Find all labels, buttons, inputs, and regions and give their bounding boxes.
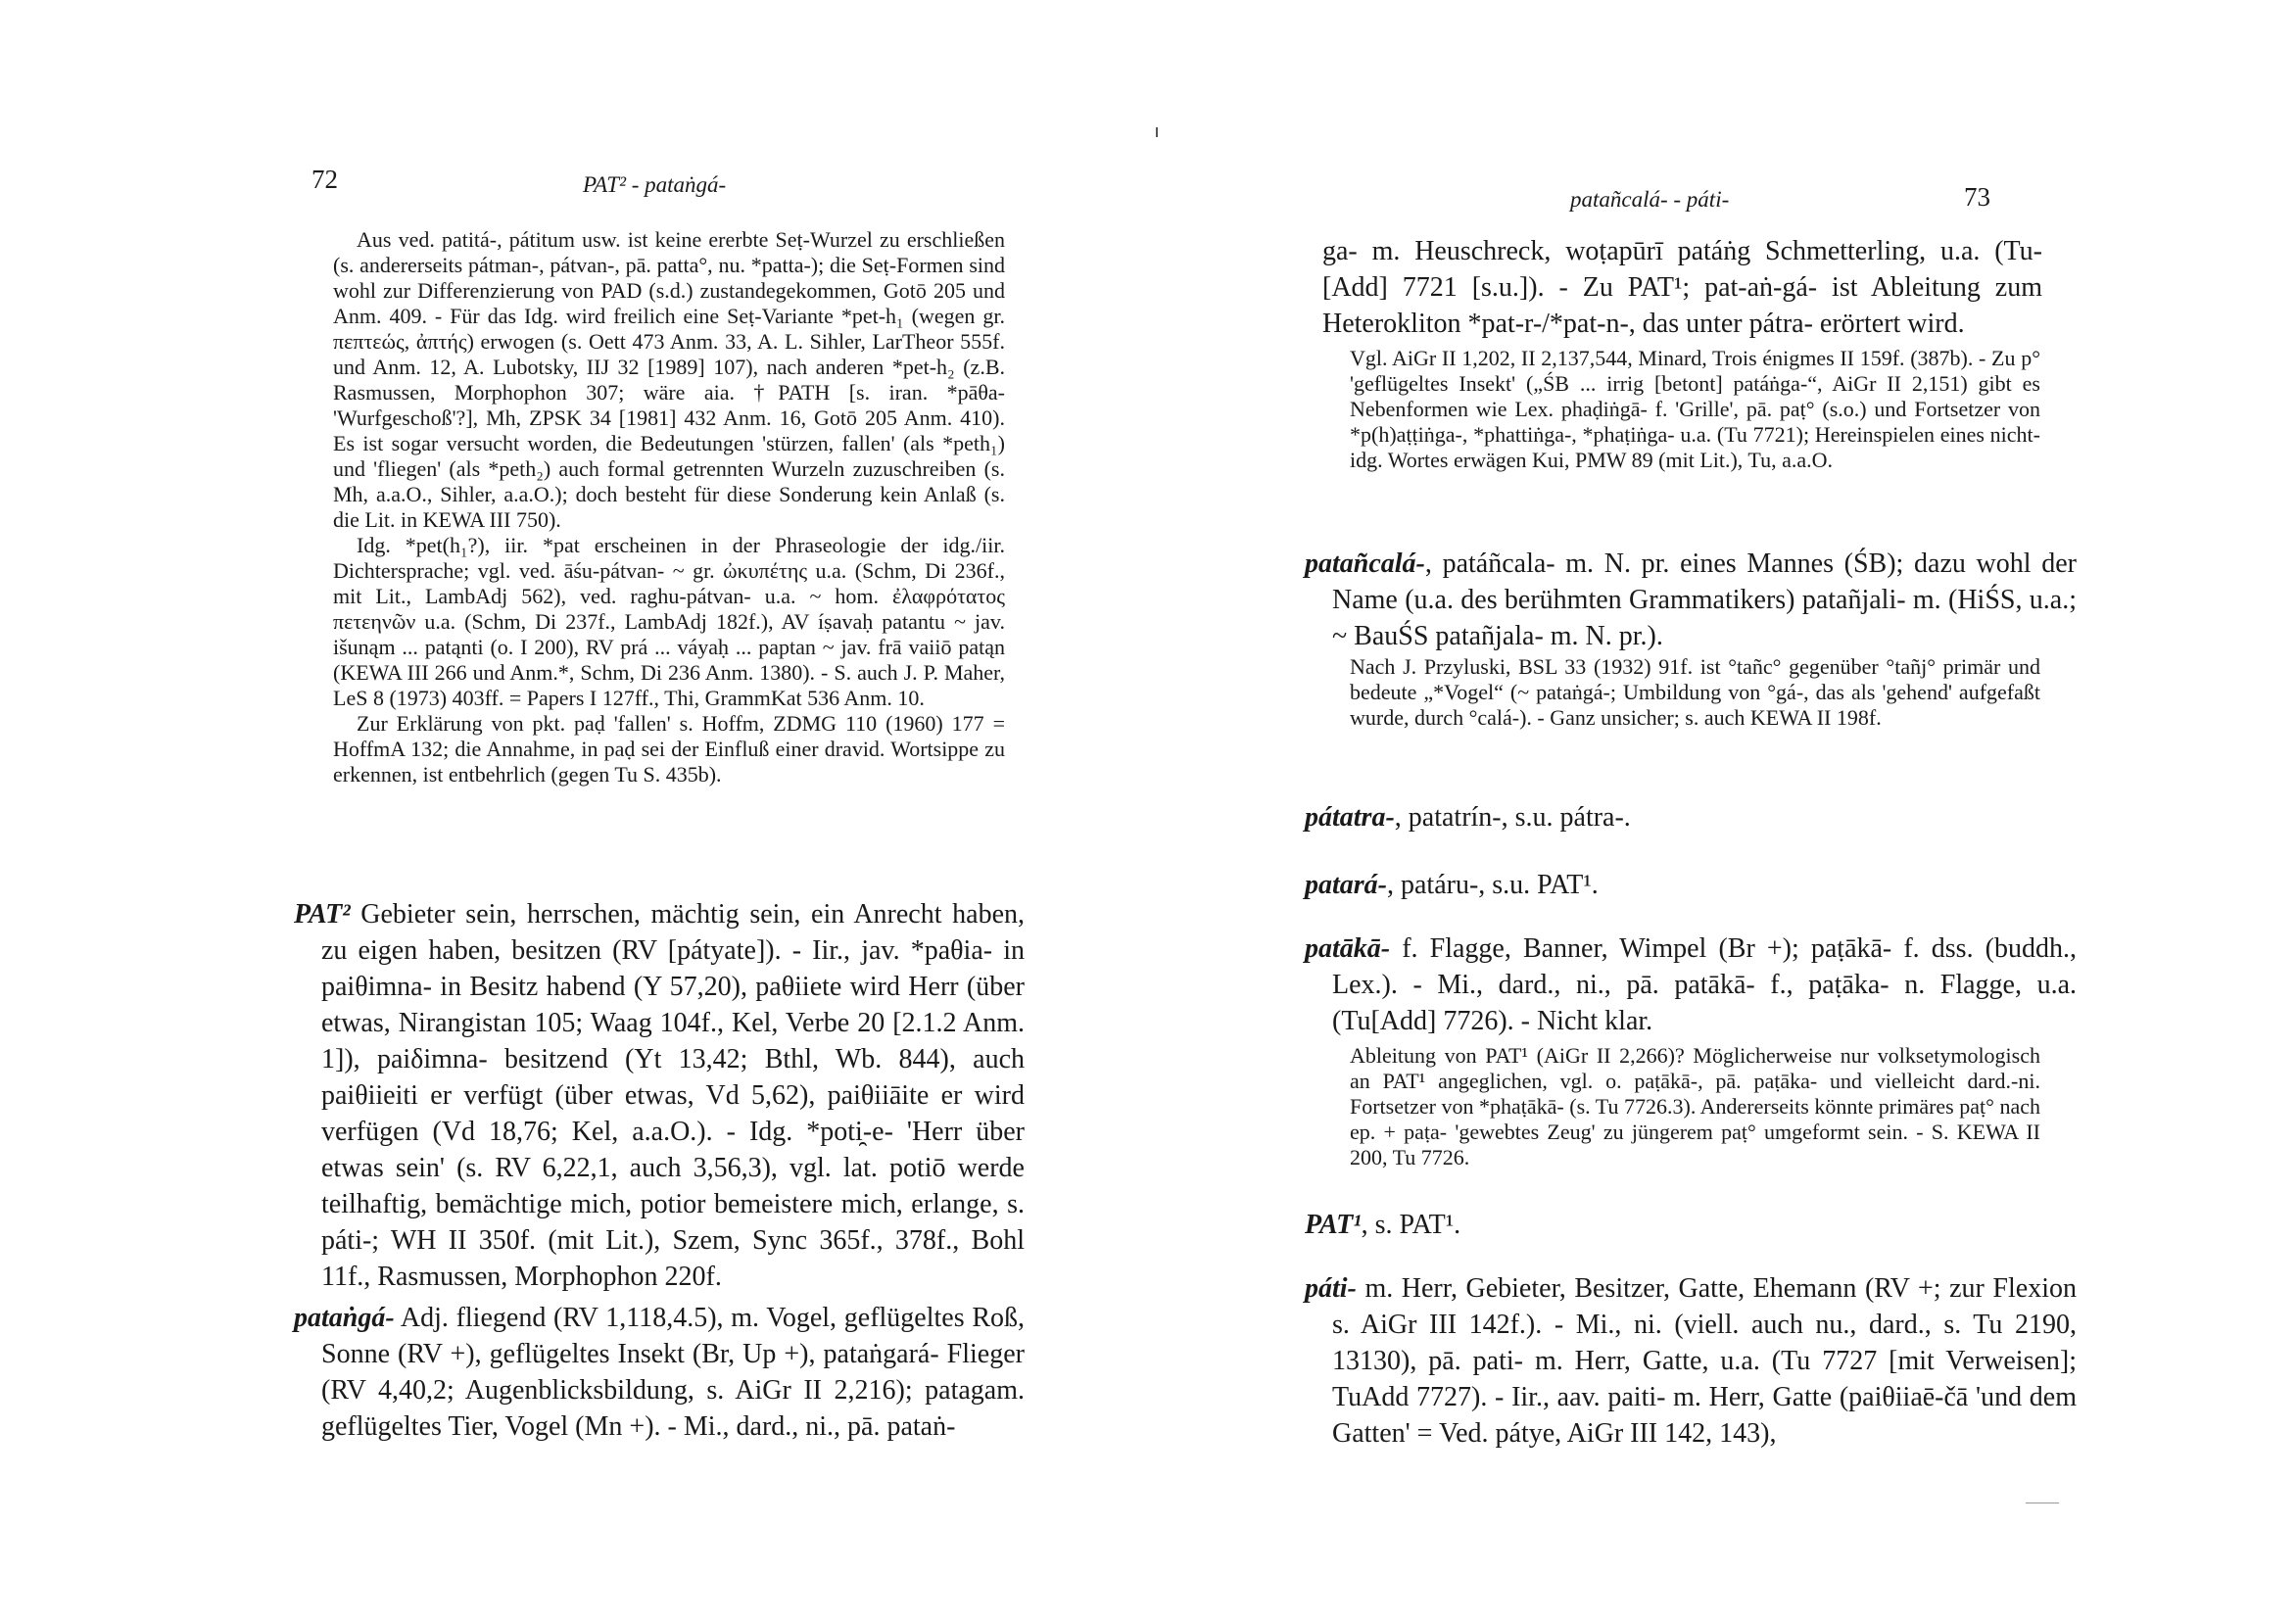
headword: patará- <box>1305 870 1387 900</box>
headword: PAT¹ <box>1305 1210 1362 1240</box>
note-paragraph: Vgl. AiGr II 1,202, II 2,137,544, Minard, Trois énigmes II 159f. (387b). - Zu p° 'geflügeltes Insekt' („ŚB ... irrig [betont] patáṅga-“, AiGr II 2,151) gibt es Nebenformen wie Lex. phaḍiṅgā- f. 'Grille', pā. paṭ° (s.o.) und Fortsetzer von *p(h)aṭṭiṅga-, *phattiṅga-, *phaṭiṅga- u.a. (Tu 7721); Hereinspielen eines nicht-idg. Wortes erwägen Kui, PMW 89 (mit Lit.), Tu, a.a.O. <box>1350 346 2040 472</box>
entry-pat1 <box>1305 1207 2049 1243</box>
entry-patara <box>1305 867 2049 903</box>
entry-text: , s. PAT¹. <box>1361 1210 1461 1240</box>
headword: PAT² <box>294 899 351 930</box>
entry-text: , patáñcala- m. N. pr. eines Mannes (ŚB); dazu wohl der Name (u.a. des berühmten Grammatikers) patañjali- m. (HiŚS, u.a.; ~ BauŚS patañjala- m. N. pr.). <box>1332 549 2077 651</box>
entry-text: m. Herr, Gebieter, Besitzer, Gatte, Ehemann (RV +; zur Flexion s. AiGr III 142f.). - Mi., ni. (viell. auch nu., dard., s. Tu 2190, 13130), pā. pati- m. Herr, Gatte, u.a. (Tu 7727 [mit Verweisen]; TuAdd 7727). - Iir., aav. paiti- m. Herr, Gatte (paiθiiaē-čā 'und dem Gatten' = Ved. pátye, AiGr III 142, 143), <box>1332 1273 2077 1449</box>
entry-continuation: ga- m. Heuschreck, woṭapūrī patáṅg Schmetterling, u.a. (Tu-[Add] 7721 [s.u.]). - Zu PAT¹; pat-aṅ-gá- ist Ableitung zum Heterokliton *pat-r-/*pat-n-, das unter pátra- erörtert wird. <box>1322 236 2042 339</box>
note-paragraph: Ableitung von PAT¹ (AiGr II 2,266)? Möglicherweise nur volksetymologisch an PAT¹ angeglichen, vgl. o. paṭākā-, pā. paṭāka- und vielleicht dard.-ni. Fortsetzer von *phaṭākā- (s. Tu 7726.3). Andererseits könnte primäres paṭ° nach ep. + paṭa- 'gewebtes Zeug' zu jüngerem paṭ° umgeformt sein. - S. KEWA II 200, Tu 7726. <box>1350 1043 2040 1169</box>
note-paragraph: Nach J. Przyluski, BSL 33 (1932) 91f. ist °tañc° gegenüber °tañj° primär und bedeute „*Vogel“ (~ pataṅgá-; Umbildung von °gá-, das als 'gehend' aufgefaßt wurde, durch °calá-). - Ganz unsicher; s. auch KEWA II 198f. <box>1350 654 2040 730</box>
entry-text: f. Flagge, Banner, Wimpel (Br +); paṭākā- f. dss. (buddh., Lex.). - Mi., dard., ni., pā. patākā- f., paṭāka- n. Flagge, u.a. (Tu[Add] 7726). - Nicht klar. <box>1332 933 2077 1036</box>
etymology-note-block <box>333 227 1005 787</box>
entry-patanga <box>294 1300 1025 1445</box>
entry-patancala <box>1305 546 2077 654</box>
headword: páti- <box>1305 1273 1357 1304</box>
entry-pat2 <box>294 896 1025 1295</box>
entry-pataka <box>1305 930 2077 1039</box>
note-paragraph: Idg. *pet(h₁?), iir. *pat erscheinen in der Phraseologie der idg./iir. Dichtersprache; vgl. ved. āśu-pátvan- ~ gr. ὠκυπέτης u.a. (Schm, Di 236f., mit Lit., LambAdj 562), ved. raghu-pátvan- u.a. ~ hom. ἐλαφρότατος πετεηνῶν u.a. (Schm, Di 237f., LambAdj 182f.), AV íṣavaḥ patantu ~ jav. išunąm ... patąnti (o. I 200), RV prá ... váyaḥ ... paptan ~ jav. frā vaiiō patąn (KEWA III 266 und Anm.*, Schm, Di 236 Anm. 1380). - S. auch J. P. Maher, LeS 8 (1973) 403ff. = Papers I 127ff., Thi, GrammKat 536 Anm. 10. <box>333 533 1005 710</box>
page-number-left: 72 <box>311 165 338 194</box>
scan-mark <box>1156 127 1158 137</box>
page-number-right: 73 <box>1964 182 1990 212</box>
headword: pataṅgá- <box>294 1303 395 1333</box>
entry-text: Adj. fliegend (RV 1,118,4.5), m. Vogel, geflügeltes Roß, Sonne (RV +), geflügeltes Insekt (Br, Up +), pataṅgará- Flieger (RV 4,40,2; Augenblicksbildung, s. AiGr II 2,216); patagam. geflügeltes Tier, Vogel (Mn +). - Mi., dard., ni., pā. pataṅ- <box>321 1303 1025 1442</box>
entry-text: Gebieter sein, herrschen, mächtig sein, ein Anrecht haben, zu eigen haben, besitzen (RV [pátyate]). - Iir., jav. *paθia- in paiθimna- in Besitz habend (Y 57,20), paθiiete wird Herr (über etwas, Nirangistan 105; Waag 104f., Kel, Verbe 20 [2.1.2 Anm. 1]), paiδimna- besitzend (Yt 13,42; Bthl, Wb. 844), auch paiθiieiti er verfügt (über etwas, Vd 5,62), paiθiiāite er wird verfügen (Vd 18,76; Kel, a.a.O.). - Idg. *poti̯-e- 'Herr über etwas sein' (s. RV 6,22,1, auch 3,56,3), vgl. lat. potiō werde teilhaftig, bemächtige mich, potior bemeistere mich, erlange, s. páti-; WH II 350f. (mit Lit.), Szem, Sync 365f., 378f., Bohl 11f., Rasmussen, Morphophon 220f. <box>321 899 1025 1292</box>
entry-patatra <box>1305 799 2049 835</box>
entry-pati <box>1305 1270 2077 1452</box>
headword: patañcalá- <box>1305 549 1425 579</box>
headword: pátatra- <box>1305 802 1395 833</box>
entry-text: , patáru-, s.u. PAT¹. <box>1387 870 1599 900</box>
note-paragraph: Aus ved. patitá-, pátitum usw. ist keine ererbte Seṭ-Wurzel zu erschließen (s. andererseits pátman-, pátvan-, pā. patta°, nu. *patta-); die Seṭ-Formen sind wohl zur Differenzierung von PAD (s.d.) zustandegekommen, Gotō 205 und Anm. 409. - Für das Idg. wird freilich eine Seṭ-Variante *pet-h₁ (wegen gr. πεπτεώς, ἀπτής) erwogen (s. Oett 473 Anm. 33, A. L. Sihler, LarTheor 555f. und Anm. 12, A. Lubotsky, IIJ 32 [1989] 107), nach anderen *pet-h₂ (z.B. Rasmussen, Morphophon 307; wäre aia. †PATH [s. iran. *pāθa- 'Wurfgeschoß'?], Mh, ZPSK 34 [1981] 432 Anm. 16, Gotō 205 Anm. 410). Es ist sogar versucht worden, die Bedeutungen 'stürzen, fallen' (als *peth₁) und 'fliegen' (als *peth₂) auch formal getrennten Wurzeln zuzuschreiben (s. Mh, a.a.O., Sihler, a.a.O.); doch besteht für diese Sonderung kein Anlaß (s. die Lit. in KEWA III 750). <box>333 227 1005 532</box>
entry-text: , patatrín-, s.u. pátra-. <box>1394 802 1631 833</box>
note-paragraph: Zur Erklärung von pkt. paḍ 'fallen' s. Hoffm, ZDMG 110 (1960) 177 = HoffmA 132; die Annahme, in paḍ sei der Einfluß einer dravid. Wortsippe zu erkennen, ist entbehrlich (gegen Tu S. 435b). <box>333 711 1005 787</box>
running-head-left: PAT² - pataṅgá- <box>583 172 727 197</box>
running-head-right: patañcalá- - páti- <box>1570 187 1730 212</box>
headword: patākā- <box>1305 933 1391 964</box>
